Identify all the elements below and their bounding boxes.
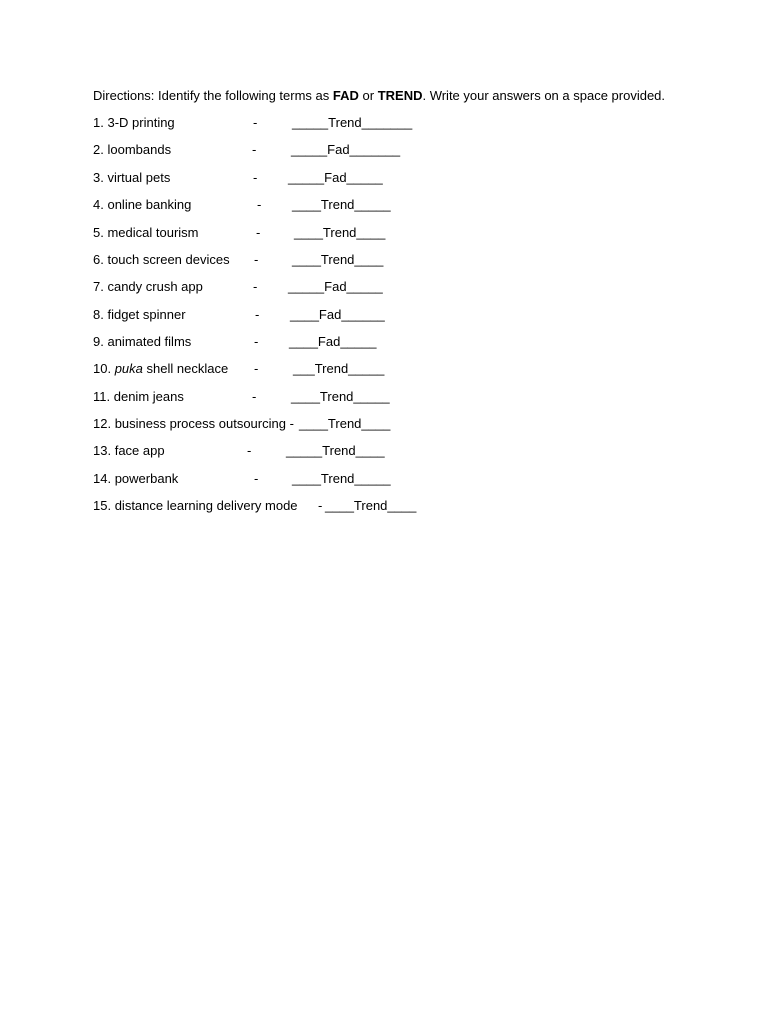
item-dash: - — [318, 498, 323, 513]
item-label: face app — [114, 443, 165, 458]
item-dash: - — [247, 443, 252, 458]
item-answer: ____Trend____ — [294, 225, 386, 240]
item-term — [93, 169, 170, 186]
item-dash: - — [254, 361, 259, 376]
item-number: 4. — [93, 197, 104, 212]
list-item — [93, 306, 693, 323]
item-term — [93, 224, 199, 241]
item-answer: ____Trend____ — [299, 416, 391, 431]
item-label: online banking — [107, 197, 192, 212]
item-answer: ____Fad_____ — [289, 334, 377, 349]
list-item — [93, 196, 693, 213]
directions-fad: FAD — [332, 88, 359, 103]
list-item — [93, 141, 693, 158]
list-item — [93, 388, 693, 405]
item-label: animated films — [107, 334, 192, 349]
directions-prefix: Directions: Identify the following terms as — [93, 88, 333, 103]
item-dash: - — [253, 170, 258, 185]
item-number: 9. — [93, 334, 104, 349]
item-number: 15. — [93, 498, 112, 513]
item-number: 12. — [93, 416, 112, 431]
item-dash: - — [252, 389, 257, 404]
item-term — [93, 141, 171, 158]
item-number: 8. — [93, 307, 104, 322]
item-term — [93, 333, 191, 350]
item-label: powerbank — [114, 471, 179, 486]
item-dash: - — [253, 279, 258, 294]
item-answer: _____Fad_______ — [291, 142, 401, 157]
item-number: 13. — [93, 443, 112, 458]
item-number: 14. — [93, 471, 112, 486]
list-item — [93, 333, 693, 350]
item-answer: _____Trend____ — [286, 443, 385, 458]
directions-suffix: . Write your answers on a space provided. — [422, 88, 666, 103]
item-dash: - — [257, 197, 262, 212]
item-answer: ____Trend_____ — [292, 471, 391, 486]
item-number: 2. — [93, 142, 104, 157]
item-answer: ____Trend____ — [292, 252, 384, 267]
directions-or: or — [358, 88, 378, 103]
item-number: 10. — [93, 361, 112, 376]
item-dash: - — [256, 225, 261, 240]
list-item — [93, 415, 693, 432]
list-item — [93, 442, 693, 459]
item-label: candy crush app — [107, 279, 203, 294]
item-number: 7. — [93, 279, 104, 294]
item-dash: - — [255, 307, 260, 322]
item-number: 6. — [93, 252, 104, 267]
item-label: fidget spinner — [107, 307, 186, 322]
item-term — [93, 415, 294, 432]
item-term — [93, 442, 165, 459]
item-answer: _____Trend_______ — [292, 115, 413, 130]
item-term — [93, 388, 184, 405]
list-item — [93, 470, 693, 487]
item-label-italic: puka — [114, 361, 143, 376]
item-label: shell necklace — [142, 361, 229, 376]
item-dash: - — [252, 142, 257, 157]
item-answer: _____Fad_____ — [288, 279, 383, 294]
list-item — [93, 278, 693, 295]
item-label: virtual pets — [107, 170, 171, 185]
list-item — [93, 114, 693, 131]
list-item — [93, 169, 693, 186]
item-label: loombands — [107, 142, 172, 157]
item-label: denim jeans — [113, 389, 184, 404]
item-answer: ____Trend____ — [325, 498, 417, 513]
item-dash: - — [254, 252, 259, 267]
item-dash: - — [254, 334, 259, 349]
item-answer: ___Trend_____ — [293, 361, 385, 376]
item-answer: ____Trend_____ — [291, 389, 390, 404]
item-label: business process outsourcing - — [114, 416, 294, 431]
item-label: distance learning delivery mode — [114, 498, 298, 513]
list-item — [93, 224, 693, 241]
item-answer: ____Trend_____ — [292, 197, 391, 212]
list-item — [93, 360, 693, 377]
item-term — [93, 360, 228, 377]
item-answer: _____Fad_____ — [288, 170, 383, 185]
directions-text — [93, 87, 665, 104]
item-term — [93, 114, 175, 131]
list-item — [93, 251, 693, 268]
item-dash: - — [254, 471, 259, 486]
item-term — [93, 497, 298, 514]
item-number: 3. — [93, 170, 104, 185]
item-answer: ____Fad______ — [290, 307, 385, 322]
item-number: 5. — [93, 225, 104, 240]
item-term — [93, 306, 186, 323]
item-label: touch screen devices — [107, 252, 230, 267]
item-number: 11. — [93, 389, 111, 404]
item-term — [93, 196, 191, 213]
item-number: 1. — [93, 115, 104, 130]
item-label: 3-D printing — [107, 115, 175, 130]
directions-trend: TREND — [377, 88, 423, 103]
item-term — [93, 278, 203, 295]
item-term — [93, 251, 230, 268]
list-item — [93, 497, 693, 514]
item-label: medical tourism — [107, 225, 199, 240]
item-dash: - — [253, 115, 258, 130]
item-term — [93, 470, 178, 487]
